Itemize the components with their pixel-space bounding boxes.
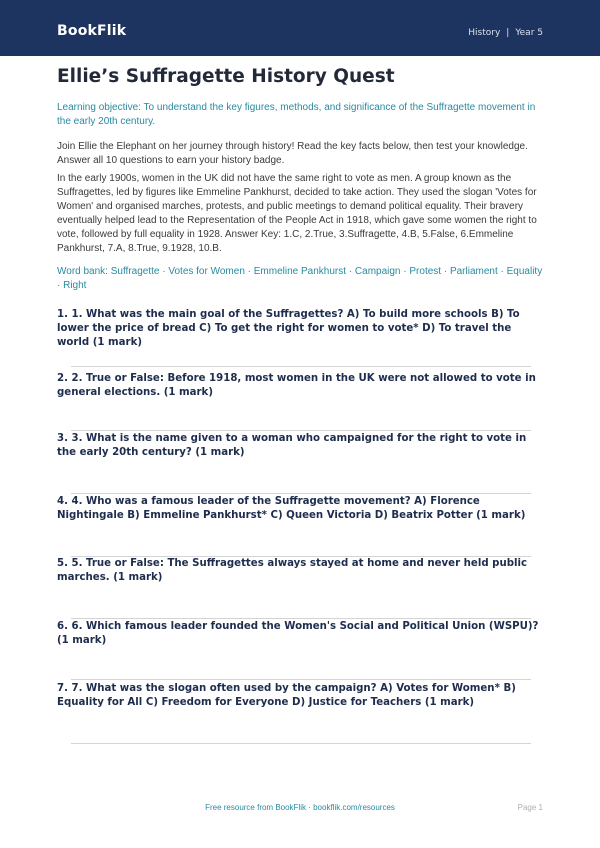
answer-line-5[interactable] xyxy=(71,618,531,619)
page-title: Ellie’s Suffragette History Quest xyxy=(57,66,395,87)
year-label: Year 5 xyxy=(515,28,543,38)
question-1: 1. 1. What was the main goal of the Suffragettes? A) To build more schools B) To lower the price of bread C) To get the right for women to vote* D) To travel the world (1 mark) xyxy=(57,309,520,348)
question-6: 6. 6. Which famous leader founded the Women's Social and Political Union (WSPU)? (1 mark) xyxy=(57,621,539,646)
context-paragraph: In the early 1900s, women in the UK did not have the same right to vote as men. A group known as the Suffragettes, led by figures like Emmeline Pankhurst, decided to take action. They used the slogan 'Votes for Women' and organised marches, protests, and public meetings to demand political equality. Their bravery eventually helped lead to the Representation of the People Act in 1918, which gave some women the right to vote, followed by full equality in 1928. Answer Key: 1.C, 2.True, 3.Suffragette, 4.B, 5.False, 6.Emmeline Pankhurst, 7.A, 8.True, 9.1928, 10.B. xyxy=(57,173,537,254)
header-meta xyxy=(468,28,543,38)
question-7: 7. 7. What was the slogan often used by the campaign? A) Votes for Women* B) Equality for All C) Freedom for Everyone D) Justice for Teachers (1 mark) xyxy=(57,683,516,708)
answer-line-1[interactable] xyxy=(71,366,531,367)
question-2: 2. 2. True or False: Before 1918, most women in the UK were not allowed to vote in general elections. (1 mark) xyxy=(57,373,536,398)
question-3: 3. 3. What is the name given to a woman who campaigned for the right to vote in the early 20th century? (1 mark) xyxy=(57,433,527,458)
brand-logo[interactable]: BookFlik xyxy=(57,23,127,39)
header-separator: | xyxy=(506,28,510,38)
answer-line-3[interactable] xyxy=(71,493,531,494)
question-5: 5. 5. True or False: The Suffragettes always stayed at home and never held public marches. (1 mark) xyxy=(57,558,528,583)
answer-line-7[interactable] xyxy=(71,743,531,744)
learning-objective: Learning objective: To understand the key figures, methods, and significance of the Suffragette movement in the early 20th century. xyxy=(57,102,536,127)
question-4: 4. 4. Who was a famous leader of the Suffragette movement? A) Florence Nightingale B) Emmeline Pankhurst* C) Queen Victoria D) Beatrix Potter (1 mark) xyxy=(57,496,526,521)
footer-resource-link[interactable]: Free resource from BookFlik · bookflik.com/resources xyxy=(205,803,395,812)
intro-paragraph: Join Ellie the Elephant on her journey through history! Read the key facts below, then test your knowledge. Answer all 10 questions to earn your history badge. xyxy=(57,141,528,166)
header-bar xyxy=(0,0,600,56)
answer-line-2[interactable] xyxy=(71,430,531,431)
subject-label: History xyxy=(468,28,501,38)
word-bank: Word bank: Suffragette · Votes for Women · Emmeline Pankhurst · Campaign · Protest · Parliament · Equality · Right xyxy=(57,266,543,291)
page-number: Page 1 xyxy=(517,803,543,812)
answer-line-6[interactable] xyxy=(71,679,531,680)
